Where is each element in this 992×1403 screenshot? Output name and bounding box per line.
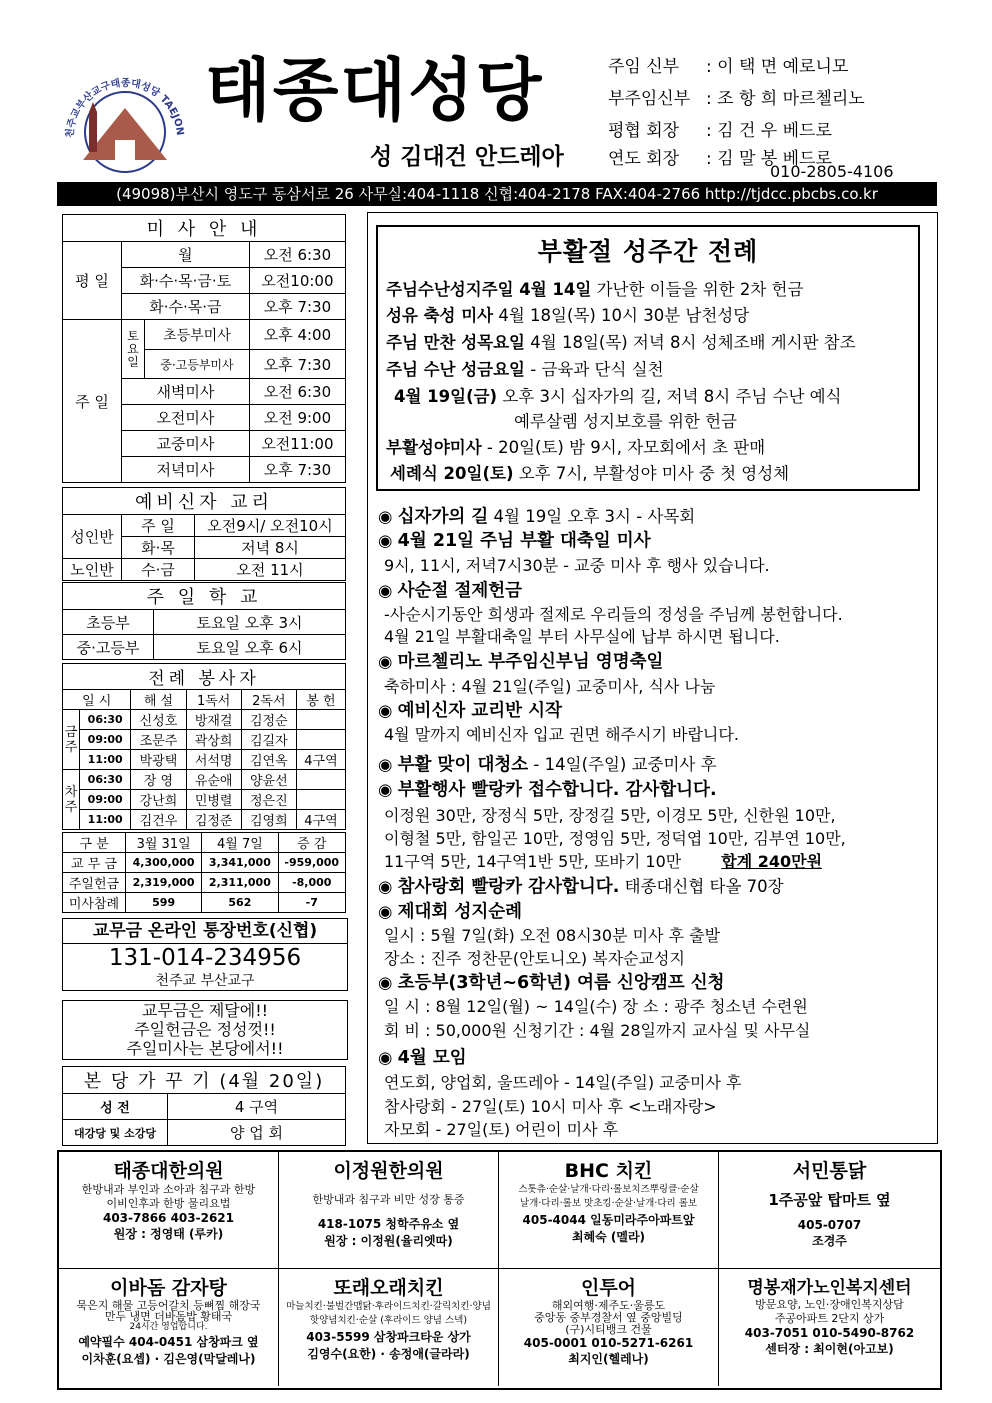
servers-header: 2독서: [241, 690, 296, 710]
news-item: ◉ 부활 맞이 대청소 - 14일(주일) 교중미사 후: [378, 755, 717, 775]
server-name: 4구역: [296, 810, 345, 830]
finance-label: 교 무 금: [63, 853, 126, 873]
weekday-label: 평 일: [63, 242, 122, 320]
ad-owner: 조경주: [812, 1234, 847, 1248]
news-detail: 이형철 5만, 함일곤 10만, 정영임 5만, 정덕엽 10만, 김부연 10만,: [384, 829, 846, 848]
news-item: ◉ 사순절 절제헌금: [378, 581, 523, 601]
mass-time: 오전10:00: [249, 268, 345, 294]
server-time: 06:30: [80, 770, 131, 790]
notice-line: 교무금은 제달에!!: [141, 1001, 269, 1020]
news-detail: 회 비 : 50,000원 신청기간 : 4월 28일까지 교사실 및 사무실: [384, 1021, 811, 1040]
ad-desc: 중앙동 중부경찰서 옆 중앙빌딩: [534, 1311, 683, 1324]
servers-header: 일 시: [63, 690, 131, 710]
server-name: [296, 730, 345, 750]
saturday-label: 토요일: [122, 320, 145, 378]
patron-saint: 성 김대건 안드레아: [370, 144, 564, 170]
news-detail: 4월 말까지 예비신자 입교 권면 해주시기 바랍니다.: [384, 725, 739, 744]
easter-line: 주님 수난 성금요일 - 금육과 단식 실천: [386, 360, 664, 379]
ad-phone: 405-0707: [797, 1218, 862, 1232]
servers-header: 봉 헌: [296, 690, 345, 710]
address-bar: (49098)부산시 영도구 동삼서로 26 사무실:404-1118 신협:404-2178 FAX:404-2766 http://tjdcc.pbcbs.co.kr: [57, 182, 937, 206]
ad-owner: 센터장 : 최이현(아고보): [765, 1342, 894, 1356]
finance-label: 주일헌금: [63, 873, 126, 893]
server-name: 조문주: [131, 730, 186, 750]
mass-day: 화·수·목·금: [122, 294, 250, 320]
mass-time: 오전 6:30: [249, 379, 345, 405]
finance-header: 증 감: [278, 833, 345, 853]
mass-time: 오후 7:30: [249, 457, 345, 483]
ad-phone: 418-1075 청학주유소 옆: [317, 1217, 460, 1231]
ad-card: [719, 1152, 940, 1269]
ad-phone: 405-4044 일동미라주아파트앞: [522, 1213, 695, 1227]
news-item: ◉ 예비신자 교리반 시작: [378, 701, 562, 721]
news-item: ◉ 4월 21일 주님 부활 대축일 미사: [378, 531, 651, 551]
finance-value: 562: [202, 893, 278, 913]
mass-time: 오후 4:00: [250, 320, 345, 350]
ad-owner: 원장 : 이정원(율리엣따): [324, 1234, 453, 1248]
finance-header: 4월 7일: [202, 833, 278, 853]
school-group: 초등부: [63, 610, 154, 635]
finance-label: 미사참례: [63, 893, 126, 913]
finance-value: -8,000: [278, 873, 345, 893]
ad-desc: 해외여행·제주도·울릉도: [551, 1299, 666, 1312]
servers-title: 전례 봉사자: [63, 664, 346, 690]
news-detail: 이정원 30만, 장정식 5만, 장정길 5만, 이경모 5만, 신한원 10만,: [384, 806, 836, 825]
ad-owner: 이차훈(요셉) · 김은영(막달레나): [81, 1352, 256, 1366]
ad-name: 이정원한의원: [333, 1160, 444, 1182]
news-item: ◉ 제대회 성지순례: [378, 902, 523, 922]
finance-value: -7: [278, 893, 345, 913]
server-name: 4구역: [296, 750, 345, 770]
ad-desc: 스톳츄·순살·날개·다리·롤보치즈뿌링클·순살: [518, 1184, 699, 1195]
server-name: 신성호: [131, 710, 186, 730]
mass-time: 오전 6:30: [249, 242, 345, 268]
mass-day: 새벽미사: [122, 379, 250, 405]
easter-line: 4월 19일(금) 오후 3시 십자가의 길, 저녁 8시 주님 수난 예식: [394, 387, 842, 406]
finance-value: 4,300,000: [126, 853, 202, 873]
school-time: 토요일 오후 3시: [154, 610, 346, 635]
ad-desc: 24시간 영업합니다.: [129, 1322, 208, 1332]
news-detail: 연도회, 양업회, 울뜨레아 - 14일(주일) 교중미사 후: [384, 1073, 742, 1092]
page-title: 태종대성당: [205, 52, 544, 131]
ad-phone: 403-7051 010-5490-8762: [744, 1326, 915, 1340]
ad-name: 이바돔 감자탕: [110, 1277, 227, 1299]
ad-phone: 403-7866 403-2621: [102, 1211, 235, 1225]
ad-owner: 김영수(요한) · 송정애(글라라): [307, 1347, 470, 1361]
easter-title: 부활절 성주간 전례: [537, 237, 759, 266]
sunday-label: 주 일: [63, 320, 122, 483]
staff-yeondo: 연도 회장 : 김 말 봉 베드로: [608, 149, 832, 169]
server-name: 유순애: [186, 770, 241, 790]
ad-desc: 주공아파트 2단지 상가: [774, 1312, 885, 1325]
news-detail: 축하미사 : 4월 21일(주일) 교중미사, 식사 나눔: [384, 677, 716, 696]
easter-line: 세례식 20일(토) 오후 7시, 부활성야 미사 중 첫 영성체: [390, 464, 790, 483]
donation-total: 합계 240만원: [721, 852, 823, 871]
church-seal-logo: [55, 60, 195, 200]
news-item: ◉ 십자가의 길 4월 19일 오후 3시 - 사목회: [378, 507, 696, 527]
news-detail: 참사랑회 - 27일(토) 10시 미사 후 <노래자랑>: [384, 1097, 717, 1116]
ad-owner: 원장 : 정영태 (루카): [113, 1227, 224, 1241]
ad-desc: 방문요양, 노인·장애인복지상담: [755, 1298, 904, 1311]
ad-desc: 이비인후과 한방 물리요법: [106, 1197, 231, 1210]
news-item: ◉ 초등부(3학년~6학년) 여름 신앙캠프 신청: [378, 973, 725, 993]
server-name: 김정준: [186, 810, 241, 830]
ad-phone: 405-0001 010-5271-6261: [523, 1336, 694, 1350]
servers-week-label: 차주: [63, 770, 80, 830]
server-name: 정은진: [241, 790, 296, 810]
finance-value: 599: [126, 893, 202, 913]
ad-name: 서민통닭: [792, 1160, 867, 1182]
mass-day: 오전미사: [122, 405, 250, 431]
giving-notice: [62, 1000, 348, 1060]
ad-name: 태종대한의원: [113, 1160, 224, 1182]
ad-desc: 1주공앞 탑마트 옆: [768, 1191, 891, 1209]
svg-text:천주교부산교구태종대성당 TAEJONGDAE CATHOL: 천주교부산교구태종대성당 TAEJON: [64, 77, 186, 139]
news-item: ◉ 부활행사 빨랑카 접수합니다. 감사합니다.: [378, 780, 717, 800]
ad-card: [279, 1152, 499, 1269]
ad-phone: 403-5599 삼창파크타운 상가: [306, 1330, 471, 1344]
mass-time: 오후 7:30: [249, 294, 345, 320]
servers-header: 1독서: [186, 690, 241, 710]
ad-desc: 날개·다리·롤보 맛초킹·순살·날개·다리 롤보: [519, 1198, 698, 1209]
notice-line: 주일미사는 본당에서!!: [126, 1039, 284, 1058]
ad-name: 인투어: [580, 1277, 637, 1299]
class-group: 성인반: [63, 515, 122, 559]
server-time: 06:30: [80, 710, 131, 730]
class-group: 노인반: [63, 559, 122, 581]
school-time: 토요일 오후 6시: [154, 635, 346, 660]
server-name: 김건우: [131, 810, 186, 830]
ad-owner: 최지인(헬레나): [568, 1352, 649, 1366]
class-time: 오전9시/ 오전10시: [195, 515, 346, 537]
ad-desc: 묵은지 해물 고등어갈치 등뼈찜 해장국: [76, 1299, 261, 1312]
servers-header: 해 설: [131, 690, 186, 710]
mass-day: 교중미사: [122, 431, 250, 457]
server-name: [296, 790, 345, 810]
easter-line: 주님 만찬 성목요일 4월 18일(목) 저녁 8시 성체조배 게시판 참조: [386, 333, 856, 352]
server-name: 김연옥: [241, 750, 296, 770]
ad-card: [499, 1269, 719, 1386]
finance-table: [62, 832, 346, 913]
mass-day: 저녁미사: [122, 457, 250, 483]
decor-title: 본 당 가 꾸 기 (4월 20일): [63, 1067, 346, 1094]
ad-desc: (구)시티뱅크 건물: [565, 1323, 652, 1336]
easter-line: 주님수난성지주일 4월 14일 가난한 이들을 위한 2차 헌금: [386, 280, 804, 299]
class-day: 수·금: [122, 559, 195, 581]
sunday-school-table: [62, 582, 346, 660]
ad-card: [59, 1152, 279, 1269]
server-name: [296, 770, 345, 790]
ad-card: [499, 1152, 719, 1269]
decor-label: 성 전: [63, 1094, 168, 1120]
server-name: 양윤선: [241, 770, 296, 790]
class-time: 오전 11시: [195, 559, 346, 581]
server-name: 박광택: [131, 750, 186, 770]
ad-card: [279, 1269, 499, 1386]
server-name: [296, 710, 345, 730]
finance-value: 2,319,000: [126, 873, 202, 893]
class-day: 화·목: [122, 537, 195, 559]
mass-time: 오전 9:00: [249, 405, 345, 431]
mass-day: 중·고등부미사: [160, 357, 234, 372]
class-day: 주 일: [122, 515, 195, 537]
staff-pastor: 주임 신부 : 이 택 면 예로니모: [608, 57, 849, 77]
news-detail: 자모회 - 27일(토) 어린이 미사 후: [384, 1120, 619, 1139]
finance-header: 3월 31일: [126, 833, 202, 853]
easter-line: 성유 축성 미사 4월 18일(목) 10시 30분 남천성당: [386, 306, 750, 325]
ads-panel: [57, 1150, 942, 1390]
online-account-box: [62, 918, 348, 991]
mass-day: 월: [122, 242, 250, 268]
account-title: 교무금 온라인 통장번호(신협): [63, 919, 347, 944]
server-time: 11:00: [80, 750, 131, 770]
ad-phone: 예약필수 404-0451 삼창파크 옆: [78, 1335, 259, 1349]
news-detail: 11구역 5만, 14구역1반 5만, 또바기 10만 합계 240만원: [384, 852, 823, 871]
finance-header: 구 분: [63, 833, 126, 853]
ad-name: BHC 치킨: [564, 1160, 653, 1182]
account-number: 131-014-234956: [108, 945, 302, 971]
server-name: 서석명: [186, 750, 241, 770]
finance-value: -959,000: [278, 853, 345, 873]
account-owner: 천주교 부산교구: [155, 973, 255, 989]
news-detail: -사순시기동안 희생과 절제로 우리들의 정성을 주님께 봉헌합니다.: [384, 605, 843, 624]
server-time: 09:00: [80, 790, 131, 810]
staff-assistant: 부주임신부 : 조 항 희 마르첼리노: [608, 89, 865, 109]
ad-name: 명봉재가노인복지센터: [747, 1278, 912, 1298]
catechumen-table: [62, 487, 346, 581]
news-item: ◉ 4월 모임: [378, 1048, 467, 1068]
finance-value: 3,341,000: [202, 853, 278, 873]
easter-line: 부활성야미사 - 20일(토) 밤 9시, 자모회에서 초 판매: [386, 438, 766, 457]
server-name: 김영희: [241, 810, 296, 830]
ad-desc: 마늘치킨·불벌간맵닭·후라이드치킨·갈릭치킨·양념: [286, 1301, 491, 1312]
church-decor-table: [62, 1066, 346, 1146]
news-detail: 장소 : 진주 정찬문(안토니오) 복자순교성지: [384, 949, 685, 968]
class-time: 저녁 8시: [195, 537, 346, 559]
server-time: 09:00: [80, 730, 131, 750]
decor-label: 대강당 및 소강당: [63, 1120, 168, 1146]
news-item: ◉ 마르첼리노 부주임신부님 영명축일: [378, 652, 664, 672]
ad-name: 또래오래치킨: [333, 1277, 444, 1299]
server-name: 곽상희: [186, 730, 241, 750]
staff-council: 평협 회장 : 김 건 우 베드로: [608, 121, 832, 141]
server-name: 장 영: [131, 770, 186, 790]
finance-value: 2,311,000: [202, 873, 278, 893]
contact-phone: 010-2805-4106: [770, 162, 894, 181]
decor-value: 양 업 회: [168, 1120, 346, 1146]
server-name: 강난희: [131, 790, 186, 810]
decor-value: 4 구역: [168, 1094, 346, 1120]
ad-owner: 최혜숙 (멜라): [571, 1230, 646, 1244]
mass-day: 화·수·목·금·토: [122, 268, 250, 294]
ad-card: [719, 1269, 940, 1386]
server-name: 민병렬: [186, 790, 241, 810]
catechumen-title: 예비신자 교리: [63, 488, 346, 515]
notice-line: 주일헌금은 정성껏!!: [134, 1020, 276, 1039]
ad-desc: 한방내과 침구과 비만 성장 통증: [312, 1193, 465, 1206]
server-name: 김정순: [241, 710, 296, 730]
news-detail: 일 시 : 8월 12일(월) ~ 14일(수) 장 소 : 광주 청소년 수련원: [384, 997, 808, 1016]
server-time: 11:00: [80, 810, 131, 830]
ad-desc: 만두 냉면 더바돔밥 황태국: [104, 1310, 233, 1323]
mass-time: 오후 7:30: [263, 355, 332, 374]
mass-time: 오전11:00: [249, 431, 345, 457]
news-detail: 일시 : 5월 7일(화) 오전 08시30분 미사 후 출발: [384, 926, 721, 945]
news-detail: 4월 21일 부활대축일 부터 사무실에 납부 하시면 됩니다.: [384, 627, 780, 646]
news-item: ◉ 참사랑회 빨랑카 감사합니다. 태종대신협 타올 70장: [378, 877, 784, 897]
mass-day: 초등부미사: [145, 320, 249, 350]
liturgy-servers-table: [62, 663, 346, 830]
servers-week-label: 금주: [63, 710, 80, 770]
news-detail: 9시, 11시, 저녁7시30분 - 교중 미사 후 행사 있습니다.: [384, 556, 770, 575]
sunday-school-title: 주 일 학 교: [63, 583, 346, 610]
mass-title: 미 사 안 내: [63, 215, 346, 242]
server-name: 방재걸: [186, 710, 241, 730]
ad-card: [59, 1269, 279, 1386]
easter-line: 예루살렘 성지보호를 위한 헌금: [514, 412, 737, 431]
school-group: 중·고등부: [63, 635, 154, 660]
ad-desc: 핫양념치킨·순살 (후라이드 양념 스넥): [309, 1315, 468, 1326]
ad-desc: 한방내과 부인과 소아과 침구과 한방: [81, 1183, 256, 1196]
server-name: 김길자: [241, 730, 296, 750]
mass-schedule-table: [62, 214, 346, 483]
